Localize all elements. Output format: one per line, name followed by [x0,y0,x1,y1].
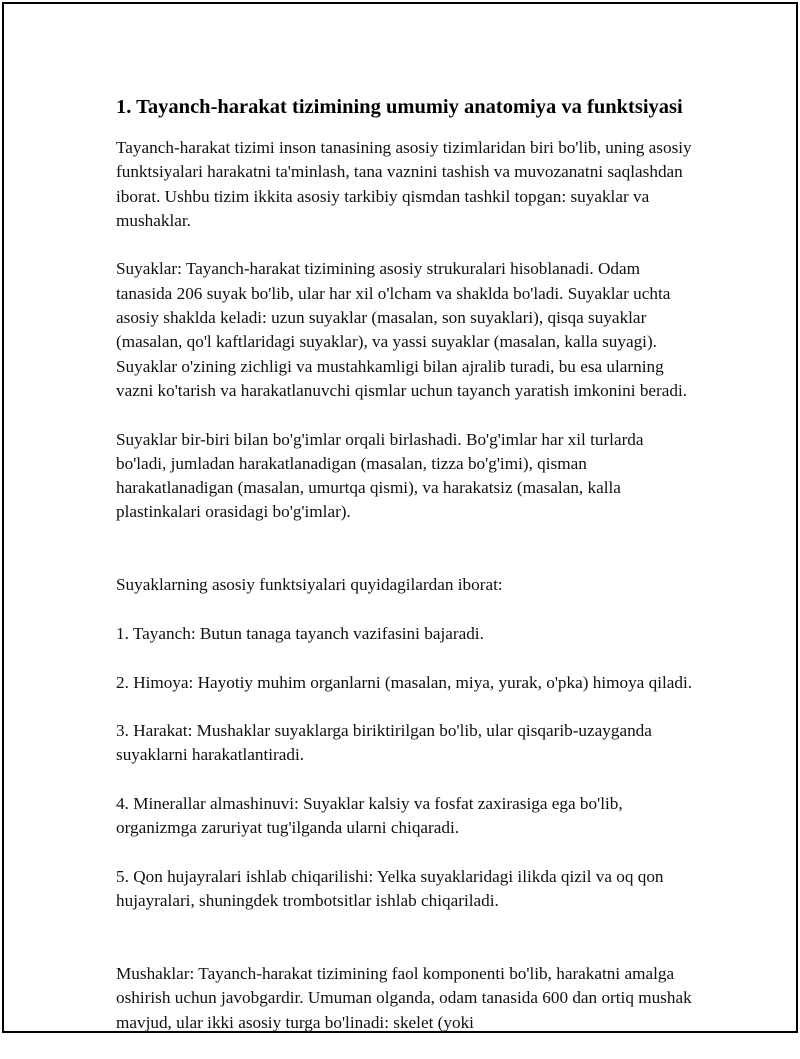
function-item-blood-cells: 5. Qon hujayralari ishlab chiqarilishi: Yelka suyaklaridagi ilikda qizil va oq qon hujayralari, shuningdek trombotsitlar ishlab chiqariladi. [116,866,664,911]
joints-paragraph: Suyaklar bir-biri bilan bo'g'imlar orqali birlashadi. Bo'g'imlar har xil turlarda bo'ladi, jumladan harakatlanadigan (masalan, tizza bo'g'imi), qisman harakatlanadigan (masalan, umurtqa qismi), va harakatsiz (masalan, kalla plastinkalari orasidagi bo'g'imlar). [116,429,644,522]
function-item-protection: 2. Himoya: Hayotiy muhim organlarni (masalan, miya, yurak, o'pka) himoya qiladi. [116,672,693,692]
muscles-paragraph: Mushaklar: Tayanch-harakat tizimining faol komponenti bo'lib, harakatni amalga oshirish uchun javobgardir. Umuman olganda, odam tanasida 600 dan ortiq mushak mavjud, ular ikki asosiy turga bo'linadi: skelet (yoki [116,964,692,1032]
section-heading: 1. Tayanch-harakat tizimining umumiy anatomiya va funktsiyasi [116,96,683,118]
function-item-support: 1. Tayanch: Butun tanaga tayanch vazifasini bajaradi. [116,623,484,643]
intro-paragraph: Tayanch-harakat tizimi inson tanasining asosiy tizimlaridan biri bo'lib, uning asosiy funktsiyalari harakatni ta'minlash, tana vaznini tashish va muvozanatni saqlashdan iborat. Ushbu tizim ikkita asosiy tarkibiy qismdan tashkil topgan: suyaklar va mushaklar. [116,138,692,230]
document-body [116,94,696,1059]
functions-intro: Suyaklarning asosiy funktsiyalari quyidagilardan iborat: [116,575,503,595]
functions-block [116,549,696,938]
bones-paragraph: Suyaklar: Tayanch-harakat tizimining asosiy strukuralari hisoblanadi. Odam tanasida 206 suyak bo'lib, ular har xil o'lcham va shaklda bo'ladi. Suyaklar uchta asosiy shaklda keladi: uzun suyaklar (masalan, son suyaklari), qisqa suyaklar (masalan, qo'l kaftlaridagi suyaklar), va yassi suyaklar (masalan, kalla suyagi). Suyaklar o'zining zichligi va mustahkamligi bilan ajralib turadi, bu esa ularning vazni ko'tarish va harakatlanuvchi qismlar uchun tayanch yaratish imkonini beradi. [116,259,688,400]
function-item-movement: 3. Harakat: Mushaklar suyaklarga biriktirilgan bo'lib, ular qisqarib-uzayganda suyaklarni harakatlantiradi. [116,721,652,765]
function-item-minerals: 4. Minerallar almashinuvi: Suyaklar kalsiy va fosfat zaxirasiga ega bo'lib, organizmga zaruriyat tug'ilganda ularni chiqaradi. [116,794,623,838]
